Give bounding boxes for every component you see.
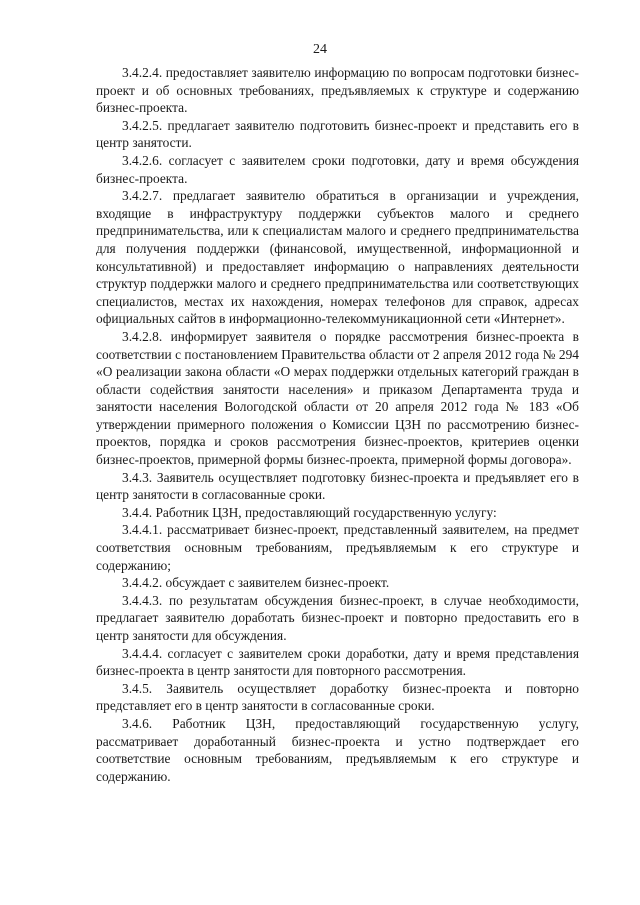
paragraph-3-4-4-1: 3.4.4.1. рассматривает бизнес-проект, представленный заявителем, на предмет соответствия основным требованиям, предъявляемым к его структуре и содержанию; (96, 522, 579, 573)
paragraph-3-4-2-6: 3.4.2.6. согласует с заявителем сроки подготовки, дату и время обсуждения бизнес-проекта. (96, 152, 579, 186)
paragraph-3-4-2-7: 3.4.2.7. предлагает заявителю обратиться в организации и учреждения, входящие в инфраструктуру поддержки субъектов малого и среднего предпринимательства, или к специалистам малого и среднего предпринимательства для получения поддержки (финансовой, имущественной, информационной и консультативной) и предоставляет информацию о направлениях деятельности структур поддержки малого и среднего предпринимательства или соответствующих специалистов, местах их нахождения, номерах телефонов для справок, адресах официальных сайтов в информационно-телекоммуникационной сети «Интернет». (96, 188, 579, 327)
page-number: 24 (313, 42, 327, 57)
document-body (96, 64, 579, 785)
paragraph-3-4-3: 3.4.3. Заявитель осуществляет подготовку бизнес-проекта и предъявляет его в центр занятости в согласованные сроки. (96, 469, 579, 503)
paragraph-3-4-2-8: 3.4.2.8. информирует заявителя о порядке рассмотрения бизнес-проекта в соответствии с постановлением Правительства области от 2 апреля 2012 года № 294 «О реализации закона области «О мерах поддержки отдельных категорий граждан в области содействия занятости населения» и приказом Департамента труда и занятости населения Вологодской области от 20 апреля 2012 года № 183 «Об утверждении примерного положения о Комиссии ЦЗН по рассмотрению бизнес-проектов, порядка и сроков рассмотрения бизнес-проектов, критериев оценки бизнес-проектов, примерной формы бизнес-проекта, примерной формы договора». (96, 328, 579, 468)
paragraph-3-4-5: 3.4.5. Заявитель осуществляет доработку бизнес-проекта и повторно представляет его в центр занятости в согласованные сроки. (96, 680, 579, 714)
paragraph-3-4-2-4: 3.4.2.4. предоставляет заявителю информацию по вопросам подготовки бизнес-проект и об основных требованиях, предъявляемых к структуре и содержанию бизнес-проекта. (96, 65, 579, 116)
paragraph-3-4-2-5: 3.4.2.5. предлагает заявителю подготовить бизнес-проект и представить его в центр занятости. (96, 117, 579, 151)
paragraph-3-4-4-4: 3.4.4.4. согласует с заявителем сроки доработки, дату и время представления бизнес-проекта в центр занятости для повторного рассмотрения. (96, 645, 579, 679)
paragraph-3-4-4: 3.4.4. Работник ЦЗН, предоставляющий государственную услугу: (122, 504, 497, 520)
paragraph-3-4-4-2: 3.4.4.2. обсуждает с заявителем бизнес-проект. (122, 575, 390, 591)
paragraph-3-4-6: 3.4.6. Работник ЦЗН, предоставляющий государственную услугу, рассматривает доработанный бизнес-проекта и устно подтверждает его соответствие основным требованиям, предъявляемым к его структуре и содержанию. (96, 715, 579, 784)
paragraph-3-4-4-3: 3.4.4.3. по результатам обсуждения бизнес-проект, в случае необходимости, предлагает заявителю доработать бизнес-проект и повторно предоставить его в центр занятости для обсуждения. (96, 592, 579, 643)
